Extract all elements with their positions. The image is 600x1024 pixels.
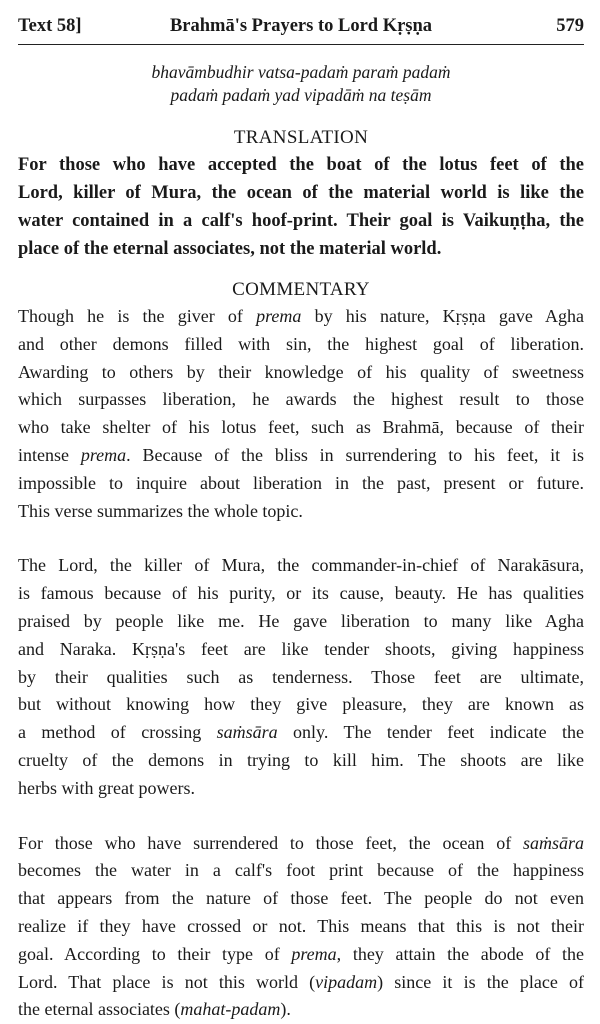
paragraph-line: cruelty of the demons in trying to kill him. The shoots are like	[18, 749, 584, 770]
paragraph-line: who take shelter of his lotus feet, such as Brahmā, because of their	[18, 417, 584, 438]
paragraph-line: which surpasses liberation, he awards the highest result to those	[18, 389, 584, 410]
paragraph-line: Though he is the giver of prema by his nature, Kṛṣṇa gave Agha	[18, 306, 584, 326]
paragraph-line: praised by people like me. He gave liberation to many like Agha	[18, 610, 584, 631]
paragraph-line: the eternal associates (mahat-padam).	[18, 999, 291, 1020]
translation-line: For those who have accepted the boat of the lotus feet of the	[18, 155, 584, 175]
translation-heading: TRANSLATION	[233, 127, 369, 148]
translation-line: water contained in a calf's hoof-print. Their goal is Vaikuṇṭha, the	[18, 211, 584, 231]
translation-line: place of the eternal associates, not the material world.	[18, 239, 442, 259]
paragraph-line: Lord. That place is not this world (vipadam) since it is the place of	[18, 971, 584, 992]
paragraph-line: goal. According to their type of prema, they attain the abode of the	[18, 943, 584, 964]
paragraph-line: realize if they have crossed or not. This means that this is not their	[18, 915, 584, 936]
verse-line-2: padaṁ padaṁ yad vipadāṁ na teṣām	[170, 85, 432, 105]
paragraph-line: becomes the water in a calf's foot print because of the happiness	[18, 860, 584, 881]
paragraph-line: The Lord, the killer of Mura, the commander-in-chief of Narakāsura,	[18, 555, 584, 576]
paragraph-line: but without knowing how they give pleasure, they are known as	[18, 694, 584, 715]
paragraph-line: is famous because of his purity, or its cause, beauty. He has qualities	[18, 583, 584, 604]
translation-text	[18, 151, 584, 263]
commentary-heading: COMMENTARY	[232, 279, 370, 300]
commentary-paragraph-3	[18, 830, 584, 1024]
chapter-verse-reference: Text 58]	[18, 16, 82, 36]
paragraph-line: by their qualities such as tenderness. Those feet are ultimate,	[18, 666, 584, 687]
paragraph-line: Awarding to others by their knowledge of his quality of sweetness	[18, 361, 584, 382]
paragraph-line: that appears from the nature of those feet. The people do not even	[18, 888, 584, 909]
paragraph-line: intense prema. Because of the bliss in surrendering to his feet, it is	[18, 444, 584, 465]
commentary-paragraph-1	[18, 303, 584, 525]
paragraph-line: a method of crossing saṁsāra only. The tender feet indicate the	[18, 722, 585, 743]
running-header	[18, 0, 584, 45]
sanskrit-verse	[18, 61, 584, 107]
paragraph-line: impossible to inquire about liberation in the past, present or future.	[18, 472, 584, 493]
paragraph-line: and Naraka. Kṛṣṇa's feet are like tender shoots, giving happiness	[18, 638, 584, 659]
commentary-paragraph-2	[18, 552, 584, 802]
translation-line: Lord, killer of Mura, the ocean of the material world is like the	[18, 183, 584, 203]
paragraph-line: and other demons filled with sin, the highest goal of liberation.	[18, 333, 584, 354]
paragraph-line: This verse summarizes the whole topic.	[18, 500, 303, 521]
verse-line-1: bhavāmbudhir vatsa-padaṁ paraṁ padaṁ	[151, 62, 451, 82]
chapter-title: Brahmā's Prayers to Lord Kṛṣṇa	[169, 16, 433, 36]
paragraph-line: For those who have surrendered to those feet, the ocean of saṁsāra	[18, 832, 584, 853]
page-number: 579	[556, 16, 584, 36]
paragraph-line: herbs with great powers.	[18, 777, 195, 798]
book-page	[18, 0, 584, 1024]
